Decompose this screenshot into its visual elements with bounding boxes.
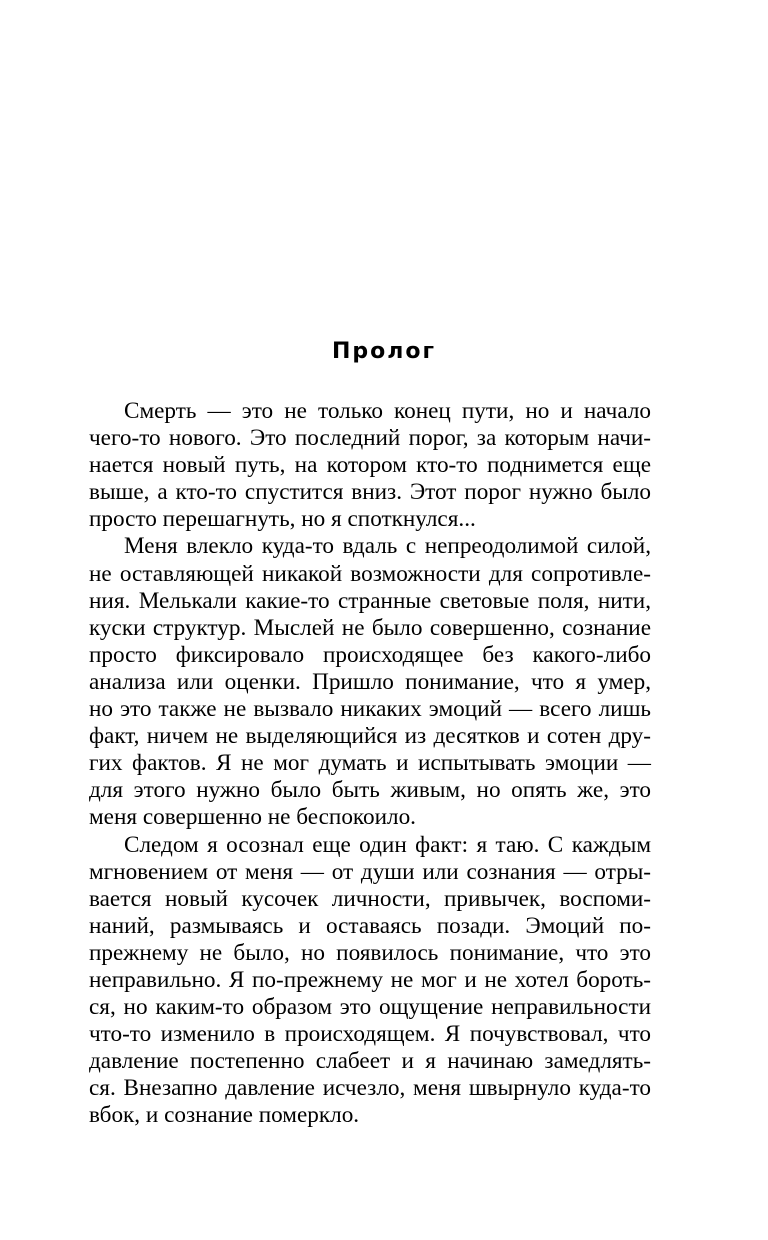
text-line: Меня влекло куда-то вдаль с непреодолимой силой, [124,533,651,560]
text-line: прежнему не было, но появилось понимание, что это [89,939,651,966]
paragraph-1 [89,398,651,533]
text-line: наний, размываясь и оставаясь позади. Эмоций по- [89,912,651,939]
text-line: не оставляющей никакой возможности для сопротивле- [89,560,651,587]
text-line: мгновением от меня — от души или сознания — отры- [89,858,651,885]
text-line: Смерть — это не только конец пути, но и начало [124,398,651,424]
text-line: но это также не вызвало никаких эмоций — всего лишь [89,696,651,723]
text-line: ния. Мелькали какие-то странные световые поля, нити, [89,587,651,614]
text-line: просто перешагнуть, но я споткнулся... [89,506,476,533]
text-line: ся, но каким-то образом это ощущение неправильности [89,994,651,1021]
text-line: факт, ничем не выделяющийся из десятков и сотен дру- [89,723,651,750]
text-line: для этого нужно было быть живым, но опять же, это [89,777,651,804]
prologue-text [89,398,651,1130]
text-line: чего-то нового. Это последний порог, за которым начи- [89,425,651,452]
text-line: что-то изменило в происходящем. Я почувствовал, что [89,1021,651,1048]
text-line: нается новый путь, на котором кто-то поднимется еще [89,452,651,479]
text-line: Следом я осознал еще один факт: я таю. С каждым [124,831,651,858]
text-line: давление постепенно слабеет и я начинаю замедлять- [89,1048,651,1075]
chapter-title: Пролог [332,339,436,364]
text-line: анализа или оценки. Пришло понимание, что я умер, [89,668,651,695]
text-line: ся. Внезапно давление исчезло, меня швырнуло куда-то [89,1075,651,1102]
paragraph-3 [89,832,651,1130]
text-line: куски структур. Мыслей не было совершенно, сознание [89,614,651,641]
text-line: выше, а кто-то спустится вниз. Этот порог нужно было [89,479,651,506]
text-line: просто фиксировало происходящее без какого-либо [89,641,651,668]
text-line: гих фактов. Я не мог думать и испытывать эмоции — [89,750,651,777]
text-line: неправильно. Я по-прежнему не мог и не хотел бороть- [89,966,651,993]
text-line: вается новый кусочек личности, привычек, воспоми- [89,885,651,912]
text-line: вбок, и сознание померкло. [89,1102,360,1129]
text-line: меня совершенно не беспокоило. [89,804,416,831]
paragraph-2 [89,533,651,831]
